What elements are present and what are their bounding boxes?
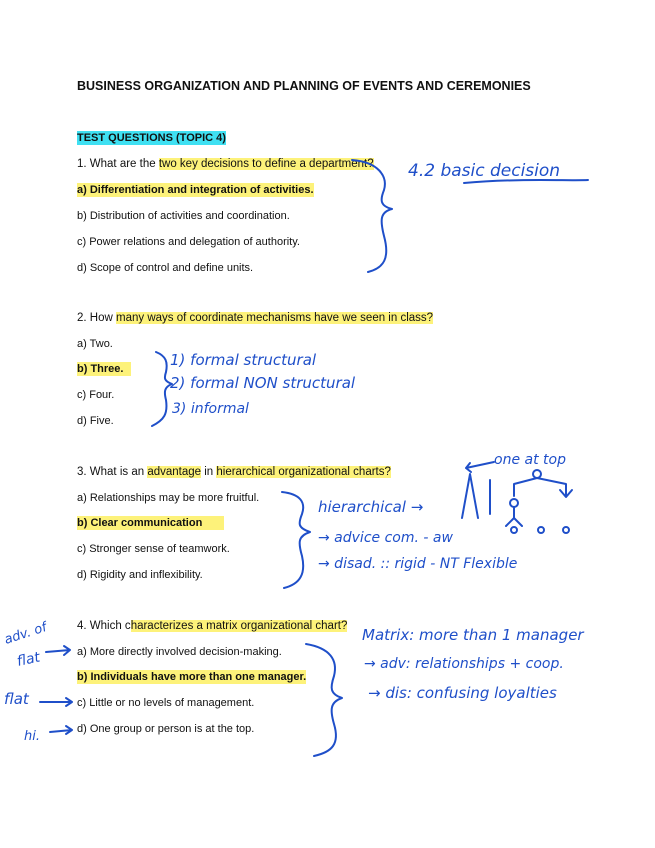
org-node-3: [563, 527, 569, 533]
question-2: [77, 311, 433, 325]
q3-answer-a: a) Relationships may be more fruitful.: [77, 492, 260, 504]
section-heading: TEST QUESTIONS (TOPIC 4): [77, 132, 226, 144]
question-4: [77, 619, 347, 633]
question-4-prefix: 4. Which c: [77, 620, 131, 632]
note-formal-non-structural: 2) formal NON structural: [170, 374, 356, 392]
q2-answer-a: a) Two.: [77, 338, 113, 350]
margin-note-hi: hi.: [24, 729, 40, 744]
question-1-highlight: two key decisions to define a department?: [158, 158, 374, 170]
question-3-prefix: 3. What is an: [77, 466, 148, 478]
q1-answer-a: a) Differentiation and integration of activities.: [77, 184, 314, 196]
q3-brace: [282, 492, 310, 588]
question-3: [77, 465, 391, 479]
question-3-highlight-2: hierarchical organizational charts?: [216, 466, 391, 478]
q2-brace: [152, 352, 172, 426]
q2-answer-d: d) Five.: [77, 415, 114, 427]
org-node-top: [533, 470, 541, 478]
margin-arrow-a: [46, 646, 70, 655]
document-title: BUSINESS ORGANIZATION AND PLANNING OF EVENTS AND CEREMONIES: [77, 79, 531, 93]
q1-brace: [352, 160, 392, 272]
q2-answer-b: b) Three.: [77, 362, 131, 376]
org-node-left-stem: [506, 507, 522, 526]
org-node-1: [511, 527, 517, 533]
margin-arrow-d: [50, 726, 72, 734]
margin-note-flat-2: flat: [4, 690, 29, 708]
q4-answer-b: b) Individuals have more than one manager.: [77, 671, 307, 683]
note-formal-structural: 1) formal structural: [170, 351, 317, 369]
margin-note-flat-1: flat: [15, 649, 42, 670]
question-1-prefix: 1. What are the: [77, 158, 159, 170]
question-4-highlight: haracterizes a matrix organizational chart?: [130, 620, 348, 632]
note-advantage: → adv: relationships + coop.: [364, 656, 564, 672]
note-disadvantage: → disad. :: rigid - NT Flexible: [318, 556, 518, 572]
arrow-to-top: [466, 462, 494, 472]
note-matrix: Matrix: more than 1 manager: [362, 626, 584, 644]
margin-arrow-c: [40, 698, 72, 706]
org-branches: [514, 478, 572, 497]
note-informal: 3) informal: [172, 401, 249, 417]
q2-answer-c: c) Four.: [77, 389, 115, 401]
note-hierarchical: hierarchical →: [318, 498, 424, 516]
org-node-2: [538, 527, 544, 533]
q4-answer-d: d) One group or person is at the top.: [77, 723, 255, 735]
q1-answer-d: d) Scope of control and define units.: [77, 262, 254, 274]
q4-answer-c: c) Little or no levels of management.: [77, 697, 255, 709]
q3-answer-b: b) Clear communication: [77, 516, 224, 530]
margin-note-adv-of: adv. of: [2, 620, 49, 648]
question-3-middle: in: [201, 466, 217, 478]
q1-answer-b: b) Distribution of activities and coordination.: [77, 210, 290, 222]
note-one-at-top: one at top: [494, 452, 566, 468]
question-1: [77, 157, 374, 171]
note-dis-confusing: → dis: confusing loyalties: [368, 684, 557, 702]
hierarchy-triangle: [462, 474, 478, 518]
question-2-highlight: many ways of coordinate mechanisms have we seen in class?: [116, 312, 434, 324]
note-underline: [464, 180, 588, 183]
q3-answer-d: d) Rigidity and inflexibility.: [77, 569, 203, 581]
question-3-highlight-1: advantage: [147, 466, 202, 478]
note-basic-decision: 4.2 basic decision: [408, 161, 561, 181]
note-advice: → advice com. - aw: [318, 530, 453, 546]
q3-answer-c: c) Stronger sense of teamwork.: [77, 543, 230, 555]
q4-answer-a: a) More directly involved decision-making.: [77, 646, 282, 658]
question-2-prefix: 2. How: [77, 312, 116, 324]
q1-answer-c: c) Power relations and delegation of authority.: [77, 236, 300, 248]
q4-brace: [306, 644, 342, 756]
org-node-left: [510, 499, 518, 507]
